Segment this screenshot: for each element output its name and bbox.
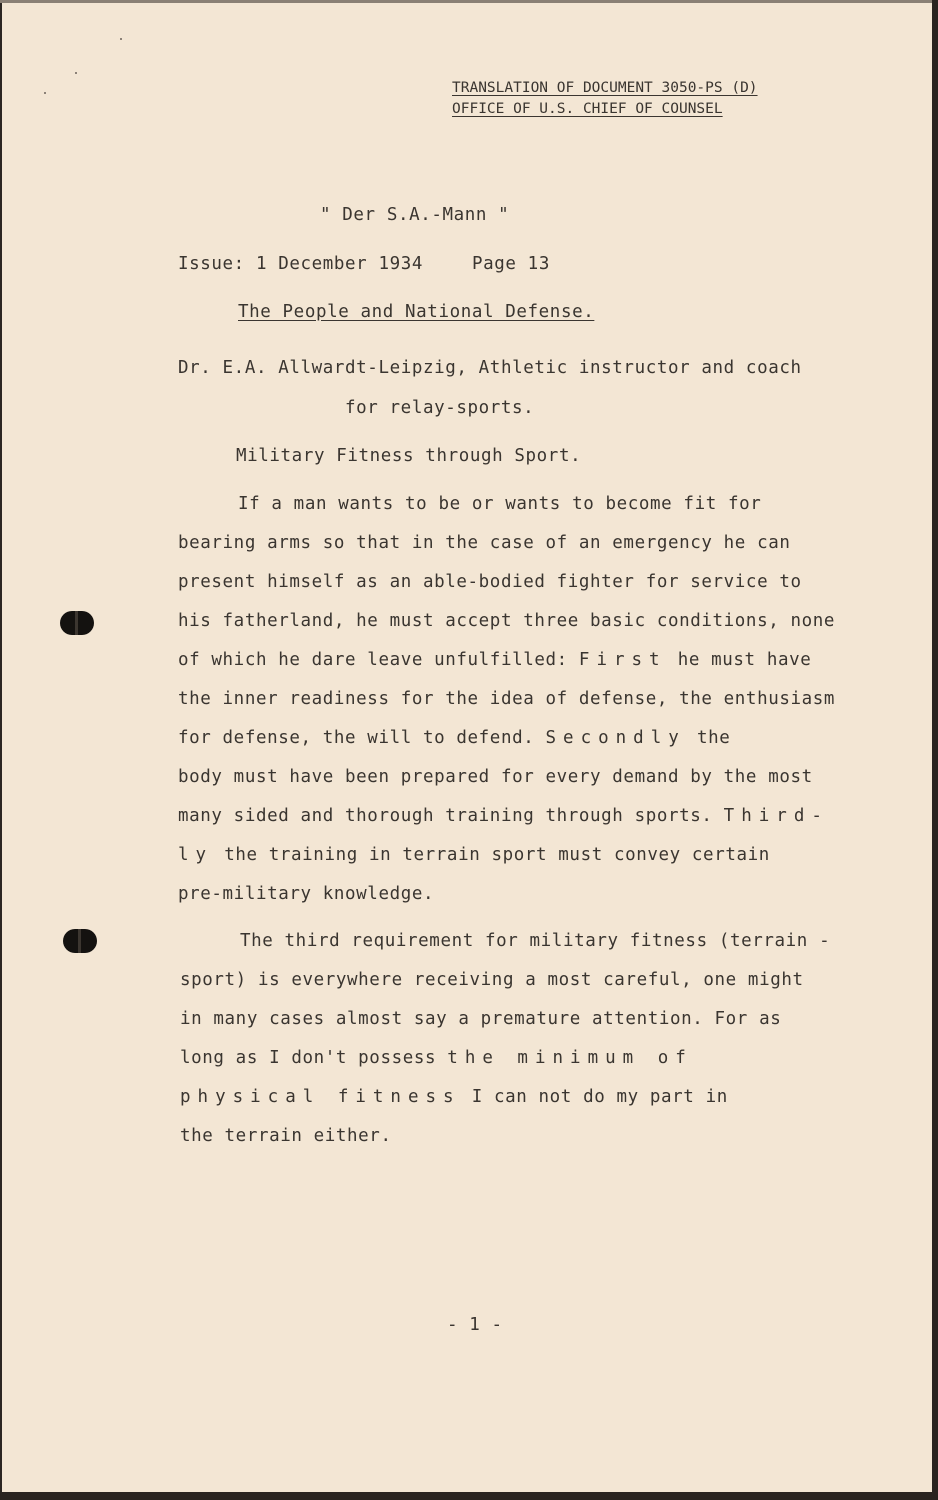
paragraph-line: of which he dare leave unfulfilled: First he must have [178, 650, 812, 670]
publication-title: " Der S.A.-Mann " [320, 205, 510, 225]
paper-speck [44, 92, 46, 94]
paragraph-line: for defense, the will to defend. Secondly the [178, 728, 731, 748]
article-subtitle: Military Fitness through Sport. [236, 446, 582, 466]
paragraph-line: his fatherland, he must accept three basic conditions, none [178, 611, 836, 631]
paragraph-line: bearing arms so that in the case of an emergency he can [178, 533, 791, 553]
author-line-1: Dr. E.A. Allwardt-Leipzig, Athletic instructor and coach [178, 358, 802, 378]
paragraph-line: physical fitness I can not do my part in [180, 1087, 728, 1107]
page-top-edge [0, 0, 938, 3]
page-bottom-edge [0, 1492, 938, 1500]
article-title: The People and National Defense. [238, 302, 595, 322]
paragraph-line: sport) is everywhere receiving a most careful, one might [180, 970, 804, 990]
header-translation-line: TRANSLATION OF DOCUMENT 3050-PS (D) [452, 80, 758, 96]
header-office-line: OFFICE OF U.S. CHIEF OF COUNSEL [452, 101, 723, 117]
issue-line: Issue: 1 December 1934 [178, 254, 423, 274]
punch-hole-icon [60, 611, 94, 635]
paragraph-line: many sided and thorough training through sports. Third- [178, 806, 829, 826]
punch-hole-icon [63, 929, 97, 953]
paragraph-line: the inner readiness for the idea of defense, the enthusiasm [178, 689, 836, 709]
page-reference: Page 13 [472, 254, 550, 274]
paper-speck [120, 38, 122, 40]
paragraph-line: the terrain either. [180, 1126, 392, 1146]
paragraph-line: The third requirement for military fitness (terrain - [240, 931, 831, 951]
paragraph-line: body must have been prepared for every demand by the most [178, 767, 813, 787]
paragraph-line: long as I don't possess the minimum of [180, 1048, 693, 1068]
paragraph-line: present himself as an able-bodied fighter for service to [178, 572, 802, 592]
paragraph-line: ly the training in terrain sport must convey certain [178, 845, 770, 865]
paragraph-line: If a man wants to be or wants to become fit for [238, 494, 762, 514]
page-right-edge [932, 0, 938, 1500]
paper-speck [75, 72, 77, 74]
page-number: - 1 - [447, 1315, 503, 1335]
author-line-2: for relay-sports. [345, 398, 535, 418]
paragraph-line: in many cases almost say a premature attention. For as [180, 1009, 782, 1029]
paragraph-line: pre-military knowledge. [178, 884, 435, 904]
